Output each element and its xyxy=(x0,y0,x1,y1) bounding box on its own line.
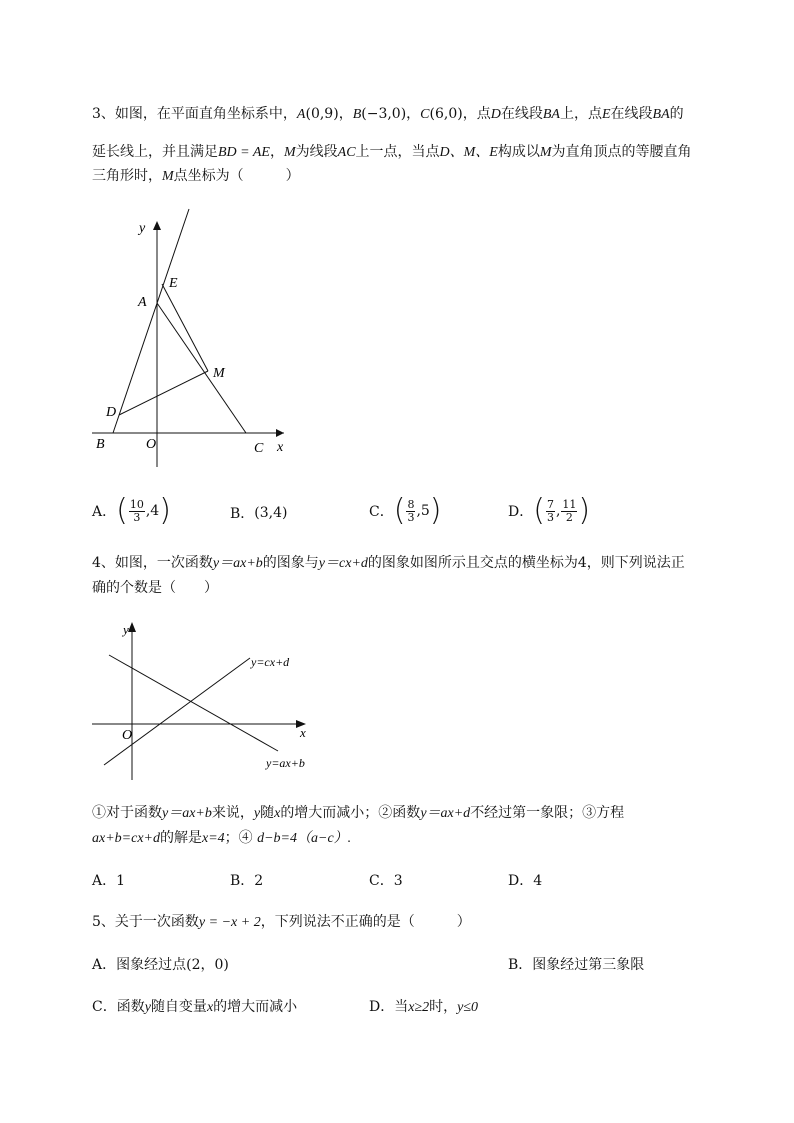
label-E: E xyxy=(169,276,178,291)
label-x: x xyxy=(300,725,306,740)
q4-figure xyxy=(90,615,320,785)
label-O: O xyxy=(122,728,133,743)
q5-option-d[interactable]: D．当x≥2时，y≤0 xyxy=(369,999,479,1015)
segment-EM xyxy=(162,284,208,371)
segment-DM xyxy=(119,371,208,415)
q4-option-c[interactable]: C．3 xyxy=(369,873,403,889)
q3-text-line1: 3、如图，在平面直角坐标系中，A(0,9)，B(−3,0)，C(6,0)，点D在线段BA上，点E在线段BA的 xyxy=(92,106,684,122)
segment-AC xyxy=(157,303,246,433)
label-y: y xyxy=(139,221,146,236)
q5-option-a[interactable]: A．图象经过点(2，0) xyxy=(92,957,229,973)
line-ax-b xyxy=(109,655,278,751)
q3-option-c[interactable]: C． ( $\frac{8}{3}$ ,5 ) xyxy=(369,493,442,528)
line-cx-d xyxy=(104,658,250,765)
label-D: D xyxy=(106,405,117,420)
q3-text-line2: 延长线上，并且满足BD = AE，M为线段AC上一点，当点D、M、E构成以M为直角顶点的等腰直角 xyxy=(92,144,692,160)
y-axis-arrow xyxy=(153,221,161,230)
q4-statements-line1: ①对于函数y＝ax+b来说，y随x的增大而减小；②函数y＝ax+d不经过第一象限；③方程 xyxy=(92,805,625,821)
q4-option-d[interactable]: D．4 xyxy=(508,873,543,889)
q3-option-b[interactable]: B． (3,4) xyxy=(230,505,288,522)
label-C: C xyxy=(254,441,264,456)
q4-statements-line2: ax+b=cx+d的解是x=4；④ d−b=4（a−c）. xyxy=(92,830,352,846)
label-A: A xyxy=(138,295,147,310)
q4-text-line2: 确的个数是（ ） xyxy=(92,580,218,596)
q3-option-d[interactable]: D． ( $\frac{7}{3}$ , $\frac{11}{2}$ ) xyxy=(508,493,591,528)
q3-option-a[interactable]: A． ( $\frac{10}{3}$ ,4 ) xyxy=(92,493,171,528)
x-axis-arrow xyxy=(276,429,284,437)
label-cx-d: y=cx+d xyxy=(251,655,290,669)
label-y: y xyxy=(123,622,129,637)
q5-option-b[interactable]: B．图象经过第三象限 xyxy=(508,957,645,973)
q4-option-b[interactable]: B．2 xyxy=(230,873,264,889)
q5-text: 5、关于一次函数y = −x + 2，下列说法不正确的是（ ） xyxy=(92,914,471,930)
label-M: M xyxy=(213,366,225,381)
label-B: B xyxy=(96,437,105,452)
q4-text-line1: 4、如图，一次函数y＝ax+b的图象与y＝cx+d的图象如图所示且交点的横坐标为4，则下列说法正 xyxy=(92,555,685,571)
q3-figure xyxy=(88,205,298,470)
label-ax-b: y=ax+b xyxy=(266,756,305,770)
label-x: x xyxy=(277,440,284,455)
q3-text-line3: 三角形时，M点坐标为（ ） xyxy=(92,168,300,184)
label-O: O xyxy=(146,437,157,452)
q4-option-a[interactable]: A．1 xyxy=(92,873,126,889)
y-axis-arrow xyxy=(128,622,136,632)
q5-option-c[interactable]: C．函数y随自变量x的增大而减小 xyxy=(92,999,298,1015)
